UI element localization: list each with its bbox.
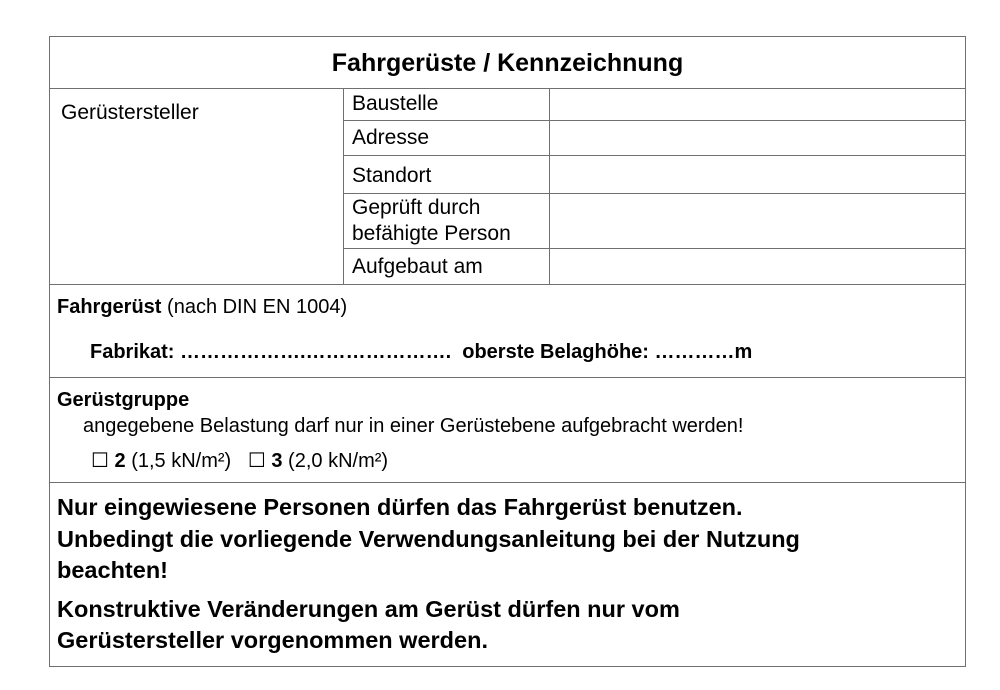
adresse-value-field[interactable] xyxy=(549,121,965,155)
group-heading: Gerüstgruppe xyxy=(57,389,190,411)
group-options xyxy=(91,448,388,473)
warnings-section xyxy=(50,483,965,668)
scaffold-heading-line xyxy=(57,296,347,319)
info-row-baustelle xyxy=(344,89,965,121)
warning-line-4: Konstruktive Veränderungen am Gerüst dürfen nur vom xyxy=(57,596,680,622)
group-3-load: (2,0 kN/m²) xyxy=(288,450,389,472)
scaffold-label-form xyxy=(49,36,966,667)
info-row-label: Adresse xyxy=(352,126,430,149)
form-title: Fahrgerüste / Kennzeichnung xyxy=(331,49,684,77)
standort-value-field[interactable] xyxy=(549,156,965,193)
checkbox-group-3[interactable]: ☐ xyxy=(247,450,266,472)
scaffold-heading: Fahrgerüst xyxy=(57,296,162,318)
info-row-label: Standort xyxy=(352,164,432,187)
warning-line-3: beachten! xyxy=(57,557,168,583)
info-grid xyxy=(343,89,965,285)
warning-line-2: Unbedingt die vorliegende Verwendungsanleitung bei der Nutzung xyxy=(57,526,800,552)
info-row-label: Aufgebaut am xyxy=(352,255,483,278)
builder-label: Gerüstersteller xyxy=(61,101,199,124)
baustelle-value-field[interactable] xyxy=(549,89,965,120)
group-3-number: 3 xyxy=(271,450,283,472)
group-2-number: 2 xyxy=(114,450,126,472)
info-row-aufgebaut xyxy=(344,249,965,285)
geprueft-value-field[interactable] xyxy=(549,194,965,248)
group-2-load: (1,5 kN/m²) xyxy=(131,450,232,472)
warning-line-5: Gerüstersteller vorgenommen werden. xyxy=(57,627,488,653)
info-row-label-line2: befähigte Person xyxy=(352,222,511,245)
info-row-adresse xyxy=(344,121,965,156)
group-note: angegebene Belastung darf nur in einer Gerüstebene aufgebracht werden! xyxy=(83,415,744,437)
info-row-label: Baustelle xyxy=(352,92,439,115)
scaffold-norm: (nach DIN EN 1004) xyxy=(167,296,348,318)
fabrikat-height-line[interactable]: Fabrikat: ……………….…………………. oberste Belaghöhe: …………m xyxy=(90,341,753,363)
info-row-standort xyxy=(344,156,965,194)
info-section xyxy=(50,89,965,285)
info-row-geprueft xyxy=(344,194,965,249)
group-section xyxy=(50,378,965,483)
info-row-label-line1: Geprüft durch xyxy=(352,196,481,219)
aufgebaut-value-field[interactable] xyxy=(549,249,965,285)
checkbox-group-2[interactable]: ☐ xyxy=(91,450,109,472)
warning-line-1: Nur eingewiesene Personen dürfen das Fahrgerüst benutzen. xyxy=(57,494,743,520)
title-row xyxy=(50,37,965,89)
scaffold-section xyxy=(50,285,965,378)
